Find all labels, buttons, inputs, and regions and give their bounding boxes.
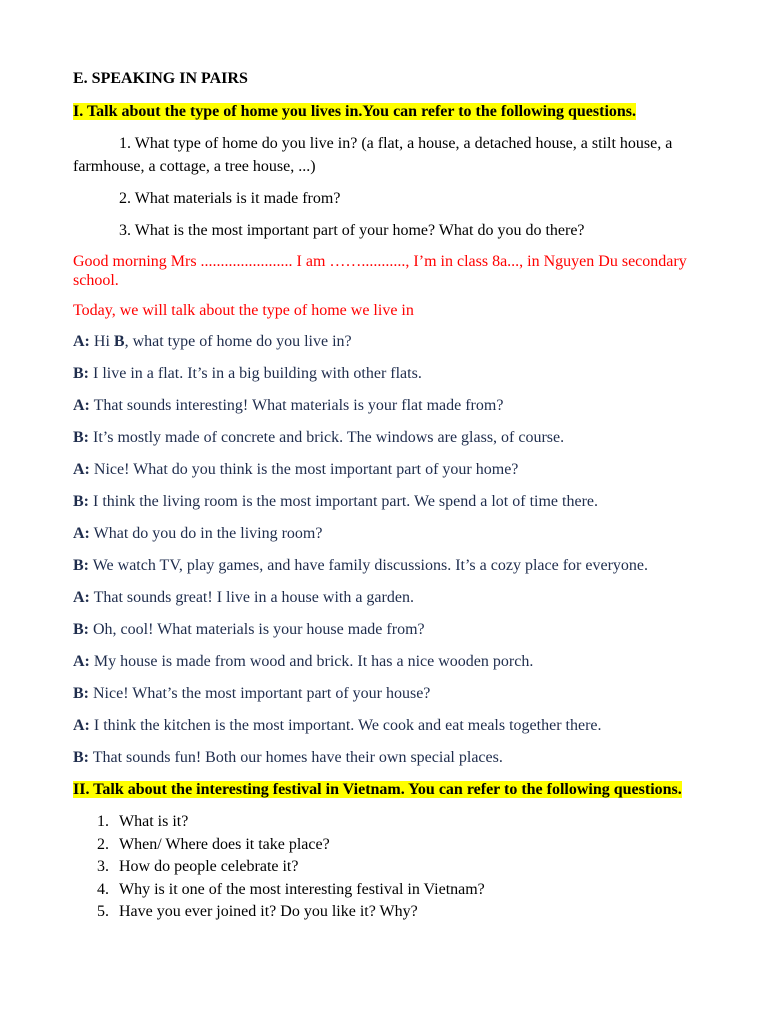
list-text: When/ Where does it take place?	[119, 835, 330, 853]
speaker-label: A:	[73, 461, 90, 478]
dialogue-text: That sounds fun! Both our homes have their own special places.	[92, 749, 503, 766]
speaker-label: A:	[73, 525, 90, 542]
speaker-label: B:	[73, 365, 89, 382]
dialogue-text: Oh, cool! What materials is your house made from?	[93, 621, 425, 638]
dialogue-line	[73, 331, 713, 353]
dialogue-bold: B	[113, 333, 125, 350]
intro-topic: Today, we will talk about the type of home we live in	[73, 302, 414, 319]
speaker-label: A:	[73, 589, 90, 606]
question-3: 3. What is the most important part of your home? What do you do there?	[119, 222, 585, 239]
dialogue-text: Nice! What’s the most important part of your house?	[93, 685, 431, 702]
dialogue-text: That sounds interesting! What materials is your flat made from?	[93, 397, 504, 414]
dialogue-line	[73, 747, 713, 769]
list-item	[73, 856, 713, 879]
intro-greeting: Good morning Mrs ....................... I am ……..........., I’m in class 8a..., in Nguyen Du secondary school.	[73, 253, 687, 289]
speaker-label: B:	[73, 429, 89, 446]
list-number: 5.	[97, 903, 109, 920]
speaker-label: B:	[73, 493, 89, 510]
dialogue-text: What do you do in the living room?	[93, 525, 323, 542]
list-item	[73, 834, 713, 857]
page-heading: E. SPEAKING IN PAIRS	[73, 70, 248, 87]
dialogue-text: , what type of home do you live in?	[124, 333, 352, 350]
dialogue-text: Nice! What do you think is the most important part of your home?	[93, 461, 519, 478]
dialogue-line	[73, 651, 713, 673]
speaker-label: B:	[73, 557, 89, 574]
dialogue-line	[73, 395, 713, 417]
list-number: 2.	[97, 835, 109, 853]
list-text: Have you ever joined it? Do you like it? Why?	[119, 903, 418, 920]
dialogue-line	[73, 491, 713, 513]
document-page	[73, 68, 713, 924]
dialogue-text: We watch TV, play games, and have family discussions. It’s a cozy place for everyone.	[92, 557, 648, 574]
dialogue-text: I think the living room is the most important part. We spend a lot of time there.	[93, 493, 598, 510]
dialogue-text: Hi	[93, 333, 114, 350]
list-text: What is it?	[119, 813, 189, 830]
dialogue-line	[73, 523, 713, 545]
list-item	[73, 811, 713, 834]
section-1-title	[73, 100, 713, 123]
dialogue-text: It’s mostly made of concrete and brick. The windows are glass, of course.	[93, 429, 565, 446]
section-2-title	[73, 778, 713, 801]
dialogue	[73, 331, 713, 769]
speaker-label: A:	[73, 653, 90, 670]
speaker-label: A:	[73, 333, 90, 350]
dialogue-text: My house is made from wood and brick. It has a nice wooden porch.	[93, 653, 534, 670]
speaker-label: A:	[73, 397, 90, 414]
dialogue-line	[73, 683, 713, 705]
question-2: 2. What materials is it made from?	[119, 190, 341, 207]
dialogue-line	[73, 427, 713, 449]
list-number: 1.	[97, 813, 109, 830]
dialogue-text: I live in a flat. It’s in a big building with other flats.	[93, 365, 422, 382]
dialogue-line	[73, 587, 713, 609]
question-1: 1. What type of home do you live in? (a flat, a house, a detached house, a stilt house, a farmhouse, a cottage, a tree house, ...)	[73, 135, 673, 175]
dialogue-text: I think the kitchen is the most important. We cook and eat meals together there.	[93, 717, 602, 734]
speaker-label: B:	[73, 749, 89, 766]
list-text: Why is it one of the most interesting festival in Vietnam?	[119, 880, 485, 898]
section-2-title-text: II. Talk about the interesting festival in Vietnam. You can refer to the following questions.	[73, 781, 682, 798]
section-1-title-text: I. Talk about the type of home you lives in.You can refer to the following questions.	[73, 103, 637, 120]
dialogue-line	[73, 555, 713, 577]
dialogue-line	[73, 363, 713, 385]
list-number: 4.	[97, 880, 109, 898]
speaker-label: B:	[73, 621, 89, 638]
list-number: 3.	[97, 858, 109, 875]
dialogue-line	[73, 619, 713, 641]
list-text: How do people celebrate it?	[119, 858, 299, 875]
dialogue-text: That sounds great! I live in a house with a garden.	[93, 589, 414, 606]
dialogue-line	[73, 715, 713, 737]
speaker-label: A:	[73, 717, 90, 734]
speaker-label: B:	[73, 685, 89, 702]
festival-questions	[73, 811, 713, 924]
list-item	[73, 901, 713, 924]
list-item	[73, 879, 713, 902]
dialogue-line	[73, 459, 713, 481]
